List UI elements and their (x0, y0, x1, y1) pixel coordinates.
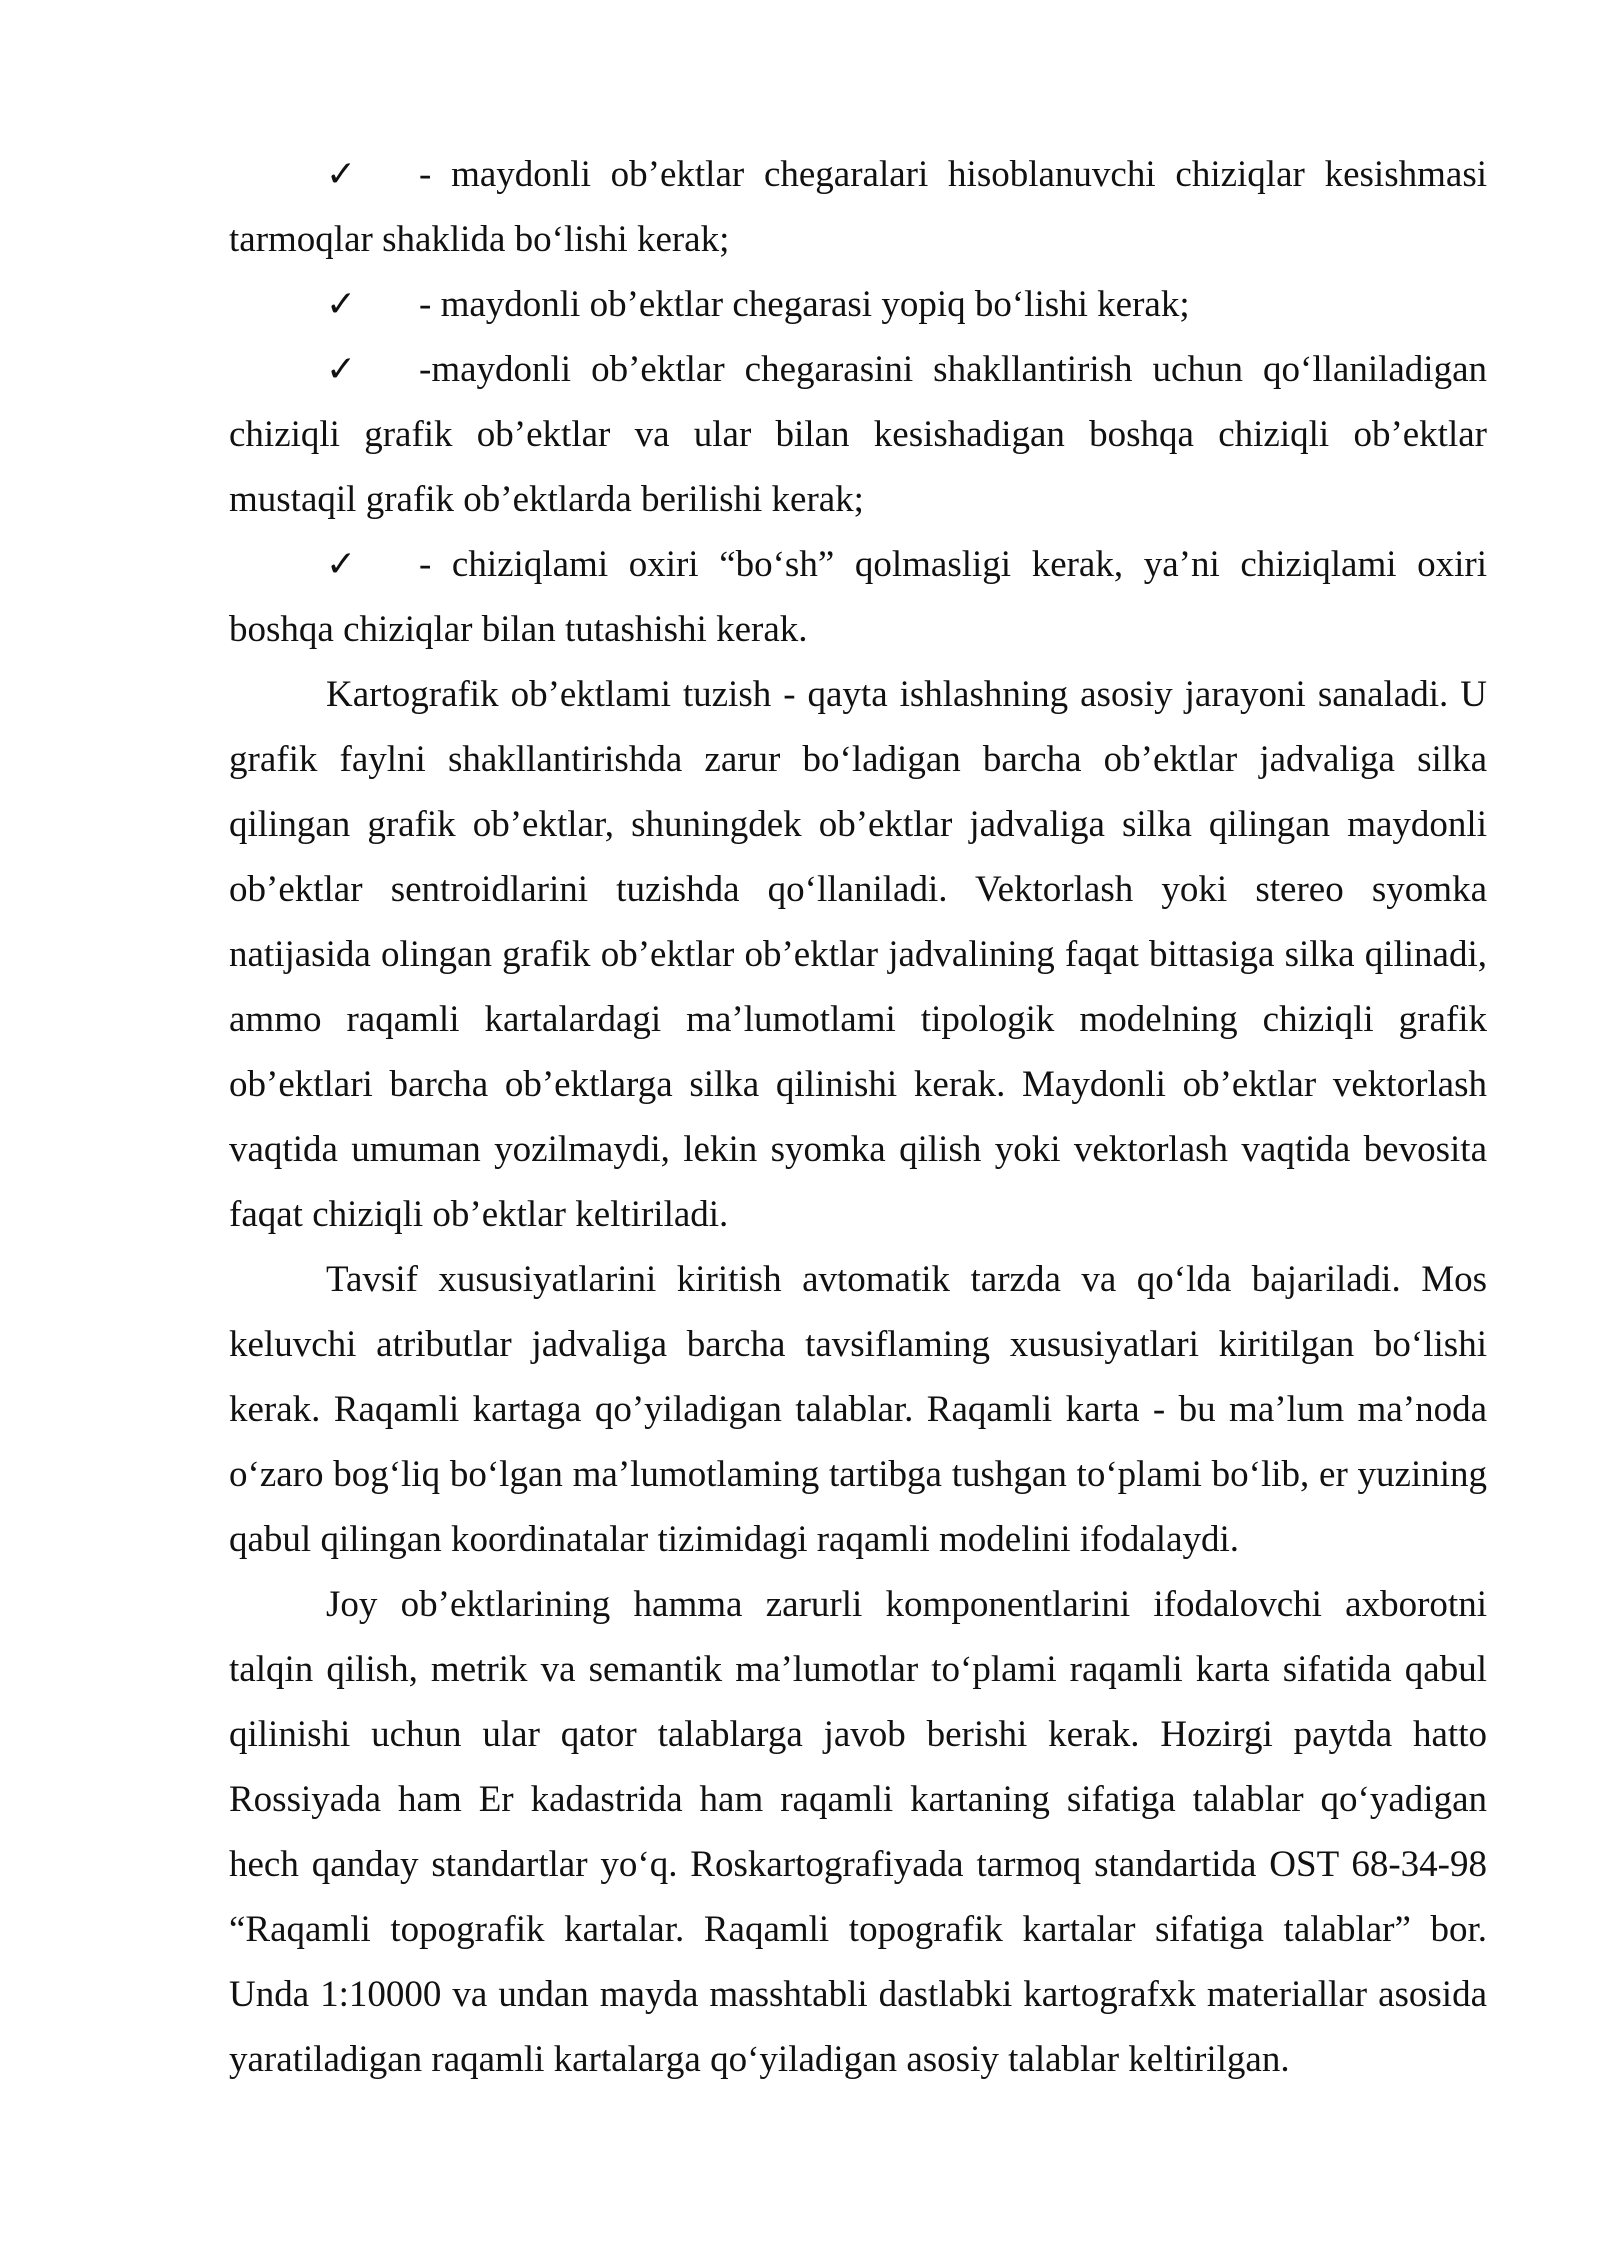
bullet-text: - maydonli ob’ektlar chegarasi yopiq bo‘lishi kerak; (419, 284, 1190, 325)
bullet-item (229, 337, 1487, 532)
body-paragraph: Kartografik ob’ektlami tuzish - qayta ishlashning asosiy jarayoni sanaladi. U grafik faylni shakllantirishda zarur bo‘ladigan barcha ob’ektlar jadvaliga silka qilingan grafik ob’ektlar, shuningdek ob’ektlar jadvaliga silka qilingan maydonli ob’ektlar sentroidlarini tuzishda qo‘llaniladi. Vektorlash yoki stereo syomka natijasida olingan grafik ob’ektlar ob’ektlar jadvalining faqat bittasiga silka qilinadi, ammo raqamli kartalardagi ma’lumotlami tipologik modelning chiziqli grafik ob’ektlari barcha ob’ektlarga silka qilinishi kerak. Maydonli ob’ektlar vektorlash vaqtida umuman yozilmaydi, lekin syomka qilish yoki vektorlash vaqtida bevosita faqat chiziqli ob’ektlar keltiriladi. (229, 674, 1487, 1235)
bullet-item (229, 142, 1487, 272)
body-paragraph: Tavsif xususiyatlarini kiritish avtomatik tarzda va qo‘lda bajariladi. Mos keluvchi atributlar jadvaliga barcha tavsiflaming xususiyatlari kiritilgan bo‘lishi kerak. Raqamli kartaga qo’yiladigan talablar. Raqamli karta - bu ma’lum ma’noda o‘zaro bog‘liq bo‘lgan ma’lumotlaming tartibga tushgan to‘plami bo‘lib, er yuzining qabul qilingan koordinatalar tizimidagi raqamli modelini ifodalaydi. (229, 1259, 1487, 1560)
check-mark-icon: ✓ (326, 349, 357, 390)
body-paragraph: Joy ob’ektlarining hamma zarurli komponentlarini ifodalovchi axborotni talqin qilish, metrik va semantik ma’lumotlar to‘plami raqamli karta sifatida qabul qilinishi uchun ular qator talablarga javob berishi kerak. Hozirgi paytda hatto Rossiyada ham Er kadastrida ham raqamli kartaning sifatiga talablar qo‘yadigan hech qanday standartlar yo‘q. Roskartografiyada tarmoq standartida OST 68-34-98 “Raqamli topografik kartalar. Raqamli topografik kartalar sifatiga talablar” bor. Unda 1:10000 va undan mayda masshtabli dastlabki kartografxk materiallar asosida yaratiladigan raqamli kartalarga qo‘yiladigan asosiy talablar keltirilgan. (229, 1584, 1487, 2080)
bullet-item (229, 532, 1487, 662)
bullet-item (229, 272, 1487, 337)
check-mark-icon: ✓ (326, 154, 357, 195)
bullet-text: -maydonli ob’ektlar chegarasini shakllantirish uchun qo‘llaniladigan chiziqli grafik ob’ektlar va ular bilan kesishadigan boshqa chiziqli ob’ektlar mustaqil grafik ob’ektlarda berilishi kerak; (229, 349, 1487, 520)
bullet-text: - maydonli ob’ektlar chegaralari hisoblanuvchi chiziqlar kesishmasi tarmoqlar shaklida bo‘lishi kerak; (229, 154, 1487, 260)
bullet-text: - chiziqlami oxiri “bo‘sh” qolmasligi kerak, ya’ni chiziqlami oxiri boshqa chiziqlar bilan tutashishi kerak. (229, 544, 1487, 650)
document-page (229, 142, 1487, 2092)
check-mark-icon: ✓ (326, 284, 357, 325)
check-mark-icon: ✓ (326, 544, 357, 585)
